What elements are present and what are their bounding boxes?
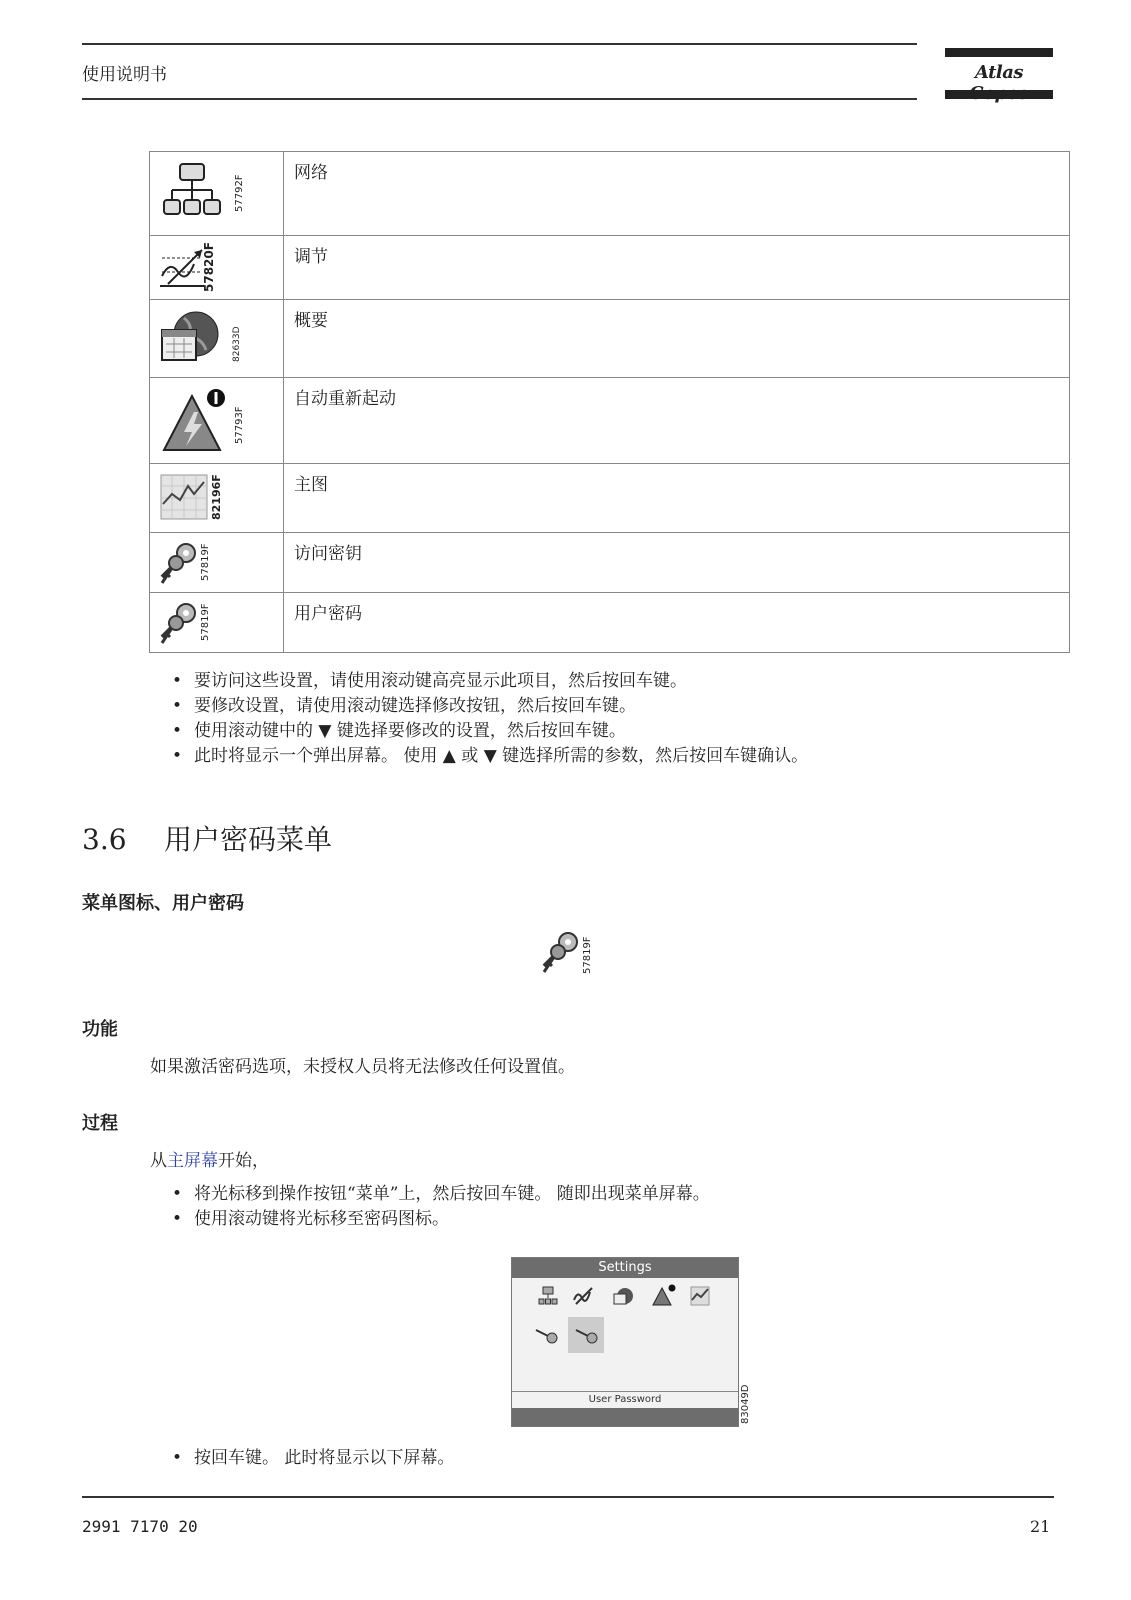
- table-row: [150, 464, 1070, 533]
- icon-label: 访问密钥: [284, 533, 1070, 593]
- footer-rule: [82, 1496, 1054, 1498]
- table-icon-cell: [150, 533, 284, 593]
- list-item: • 此时将显示一个弹出屏幕。 使用 ▲ 或 ▼ 键选择所需的参数，然后按回车键确认。: [172, 744, 808, 769]
- icon-label: 自动重新起动: [284, 378, 1070, 464]
- list-item: • 按回车键。 此时将显示以下屏幕。: [172, 1446, 454, 1471]
- table-icon-cell: [150, 236, 284, 300]
- main-chart-icon: [160, 474, 208, 520]
- brand-logo: [945, 48, 1053, 100]
- settings-screen-title: Settings: [512, 1258, 738, 1278]
- function-heading: 功能: [82, 1019, 118, 1040]
- screen-regulation-icon: [572, 1286, 594, 1306]
- icon-code: 57819F: [200, 543, 211, 581]
- list-item: • 使用滚动键将光标移至密码图标。: [172, 1207, 710, 1232]
- icon-code: 82196F: [210, 474, 223, 520]
- status-divider: [512, 1391, 738, 1392]
- table-row: [150, 300, 1070, 378]
- list-item: • 要修改设置，请使用滚动键选择修改按钮，然后按回车键。: [172, 694, 808, 719]
- menu-icon-heading: 菜单图标、用户密码: [82, 893, 244, 914]
- header-title: 使用说明书: [82, 65, 167, 85]
- section-title-text: 用户密码菜单: [164, 823, 333, 856]
- screen-network-icon: [538, 1286, 558, 1306]
- header-rule-bottom: [82, 98, 917, 100]
- table-icon-cell: [150, 464, 284, 533]
- section-number: 3.6: [82, 823, 127, 856]
- icon-code: 82633D: [232, 326, 242, 362]
- access-key-icon: [156, 541, 200, 585]
- function-text: 如果激活密码选项，未授权人员将无法修改任何设置值。: [150, 1057, 575, 1077]
- table-row: [150, 152, 1070, 236]
- procedure-heading: 过程: [82, 1113, 118, 1134]
- user-password-icon: [156, 601, 200, 645]
- screen-code: 83049D: [740, 1384, 751, 1424]
- procedure-list: [172, 1182, 710, 1232]
- screen-bottom-bar: [512, 1408, 738, 1426]
- screen-access-key-icon: [534, 1324, 560, 1346]
- icon-table: [149, 151, 1070, 653]
- overview-icon: [158, 308, 220, 368]
- page-number: 21: [1030, 1517, 1051, 1536]
- screen-status-text: User Password: [588, 1394, 662, 1405]
- procedure-list-final: [172, 1446, 454, 1471]
- icon-label: 用户密码: [284, 593, 1070, 653]
- auto-restart-icon: [160, 386, 228, 454]
- table-row: [150, 533, 1070, 593]
- icon-code: 57793F: [234, 406, 245, 444]
- header-rule-top: [82, 43, 917, 45]
- icon-code: 57819F: [582, 936, 593, 974]
- icon-label: 主图: [284, 464, 1070, 533]
- icon-label: 网络: [284, 152, 1070, 236]
- list-item: • 使用滚动键中的 ▼ 键选择要修改的设置，然后按回车键。: [172, 719, 808, 744]
- screen-user-password-icon: [574, 1324, 600, 1346]
- procedure-intro: [150, 1146, 269, 1171]
- list-item: • 要访问这些设置，请使用滚动键高亮显示此项目，然后按回车键。: [172, 669, 808, 694]
- table-icon-cell: [150, 152, 284, 236]
- list-item: • 将光标移到操作按钮“菜单”上，然后按回车键。 随即出现菜单屏幕。: [172, 1182, 710, 1207]
- regulation-icon: [158, 246, 208, 290]
- icon-label: 概要: [284, 300, 1070, 378]
- icon-label: 调节: [284, 236, 1070, 300]
- icon-code: 57820F: [202, 242, 216, 292]
- settings-screen: [511, 1257, 739, 1427]
- table-icon-cell: [150, 593, 284, 653]
- main-screen-link[interactable]: 主屏幕: [167, 1151, 218, 1171]
- screen-main-chart-icon: [690, 1286, 710, 1306]
- table-row: [150, 593, 1070, 653]
- table-row: [150, 378, 1070, 464]
- screen-overview-icon: [612, 1286, 634, 1306]
- network-icon: [162, 162, 222, 222]
- table-icon-cell: [150, 300, 284, 378]
- icon-code: 57792F: [234, 174, 245, 212]
- user-password-icon: [538, 930, 582, 974]
- instruction-list: [172, 669, 808, 769]
- doc-number: 2991 7170 20: [82, 1517, 198, 1536]
- procedure-intro-prefix: 从: [150, 1151, 167, 1171]
- table-icon-cell: [150, 378, 284, 464]
- section-title: [82, 818, 332, 858]
- procedure-intro-suffix: 开始，: [218, 1151, 269, 1171]
- table-row: [150, 236, 1070, 300]
- screen-auto-restart-icon: [652, 1284, 676, 1306]
- icon-code: 57819F: [200, 603, 211, 641]
- brand-logo-text: Atlas: [974, 62, 1024, 83]
